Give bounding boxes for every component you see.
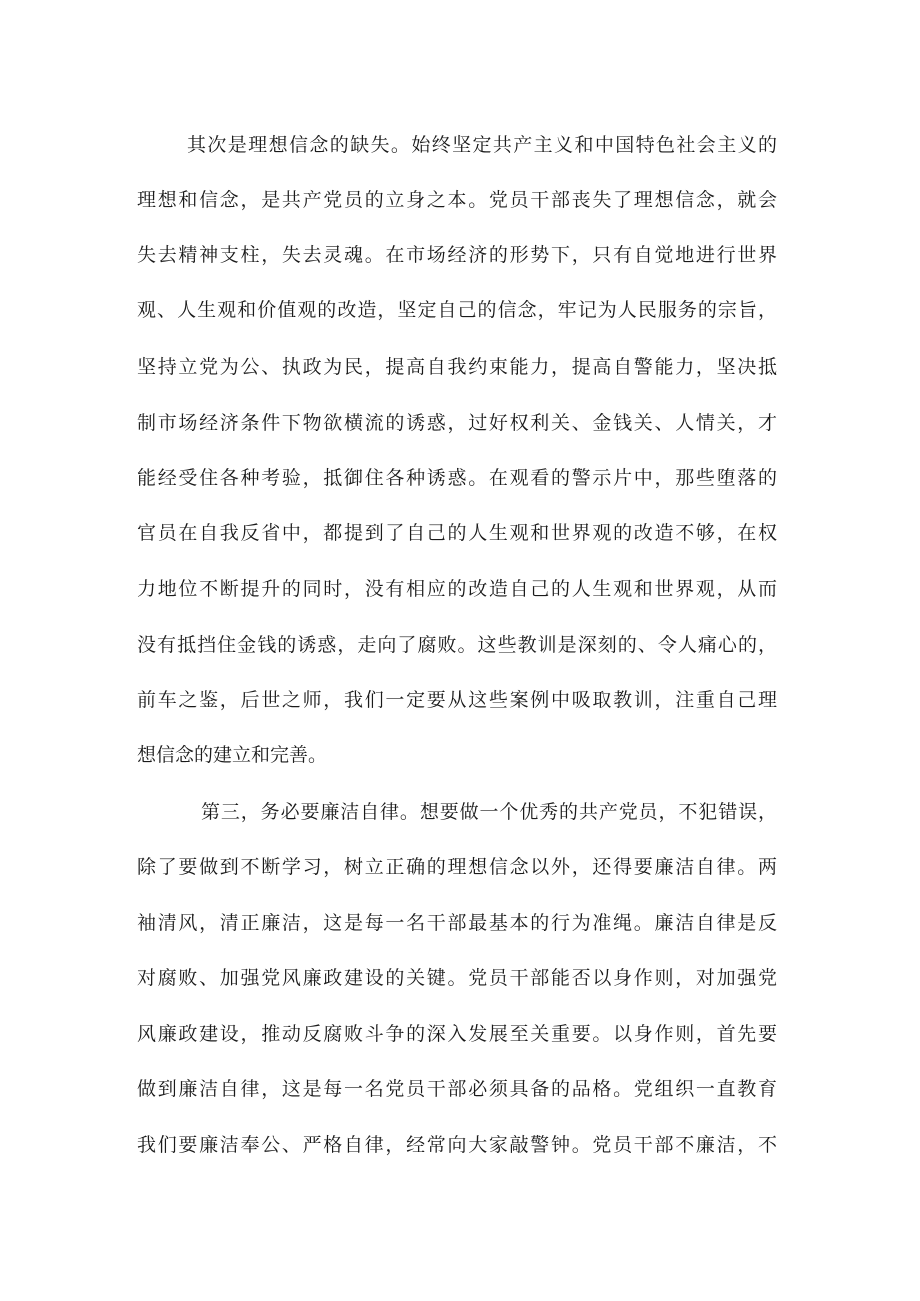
paragraph-1-line-4: 观、人生观和价值观的改造，坚定自己的信念，牢记为人民服务的宗旨， (137, 299, 777, 321)
paragraph-2-line-3: 袖清风，清正廉洁，这是每一名干部最基本的行为准绳。廉洁自律是反 (137, 912, 777, 934)
paragraph-1-line-10: 没有抵挡住金钱的诱惑，走向了腐败。这些教训是深刻的、令人痛心的， (137, 634, 777, 656)
paragraph-2-line-1: 第三，务必要廉洁自律。想要做一个优秀的共产党员，不犯错误， (201, 801, 777, 823)
paragraph-2-line-7: 我们要廉洁奉公、严格自律，经常向大家敲警钟。党员干部不廉洁，不 (137, 1134, 777, 1156)
paragraph-1-line-3: 失去精神支柱，失去灵魂。在市场经济的形势下，只有自觉地进行世界 (137, 244, 777, 266)
paragraph-1-line-6: 制市场经济条件下物欲横流的诱惑，过好权利关、金钱关、人情关，才 (137, 412, 777, 434)
paragraph-1-line-12: 想信念的建立和完善。 (137, 744, 328, 766)
paragraph-1-line-7: 能经受住各种考验，抵御住各种诱惑。在观看的警示片中，那些堕落的 (137, 467, 777, 489)
paragraph-2-line-2: 除了要做到不断学习，树立正确的理想信念以外，还得要廉洁自律。两 (137, 856, 777, 878)
paragraph-1-line-11: 前车之鉴，后世之师，我们一定要从这些案例中吸取教训，注重自己理 (137, 689, 777, 711)
paragraph-1-line-9: 力地位不断提升的同时，没有相应的改造自己的人生观和世界观，从而 (137, 578, 777, 600)
paragraph-1-line-5: 坚持立党为公、执政为民，提高自我约束能力，提高自警能力，坚决抵 (137, 356, 777, 378)
paragraph-2-line-4: 对腐败、加强党风廉政建设的关键。党员干部能否以身作则，对加强党 (137, 967, 777, 989)
paragraph-1-line-1: 其次是理想信念的缺失。始终坚定共产主义和中国特色社会主义的 (187, 134, 777, 156)
paragraph-2-line-6: 做到廉洁自律，这是每一名党员干部必须具备的品格。党组织一直教育 (137, 1078, 777, 1100)
paragraph-2-line-5: 风廉政建设，推动反腐败斗争的深入发展至关重要。以身作则，首先要 (137, 1023, 777, 1045)
paragraph-1-line-2: 理想和信念，是共产党员的立身之本。党员干部丧失了理想信念，就会 (137, 189, 777, 211)
paragraph-1-line-8: 官员在自我反省中，都提到了自己的人生观和世界观的改造不够，在权 (137, 522, 777, 544)
